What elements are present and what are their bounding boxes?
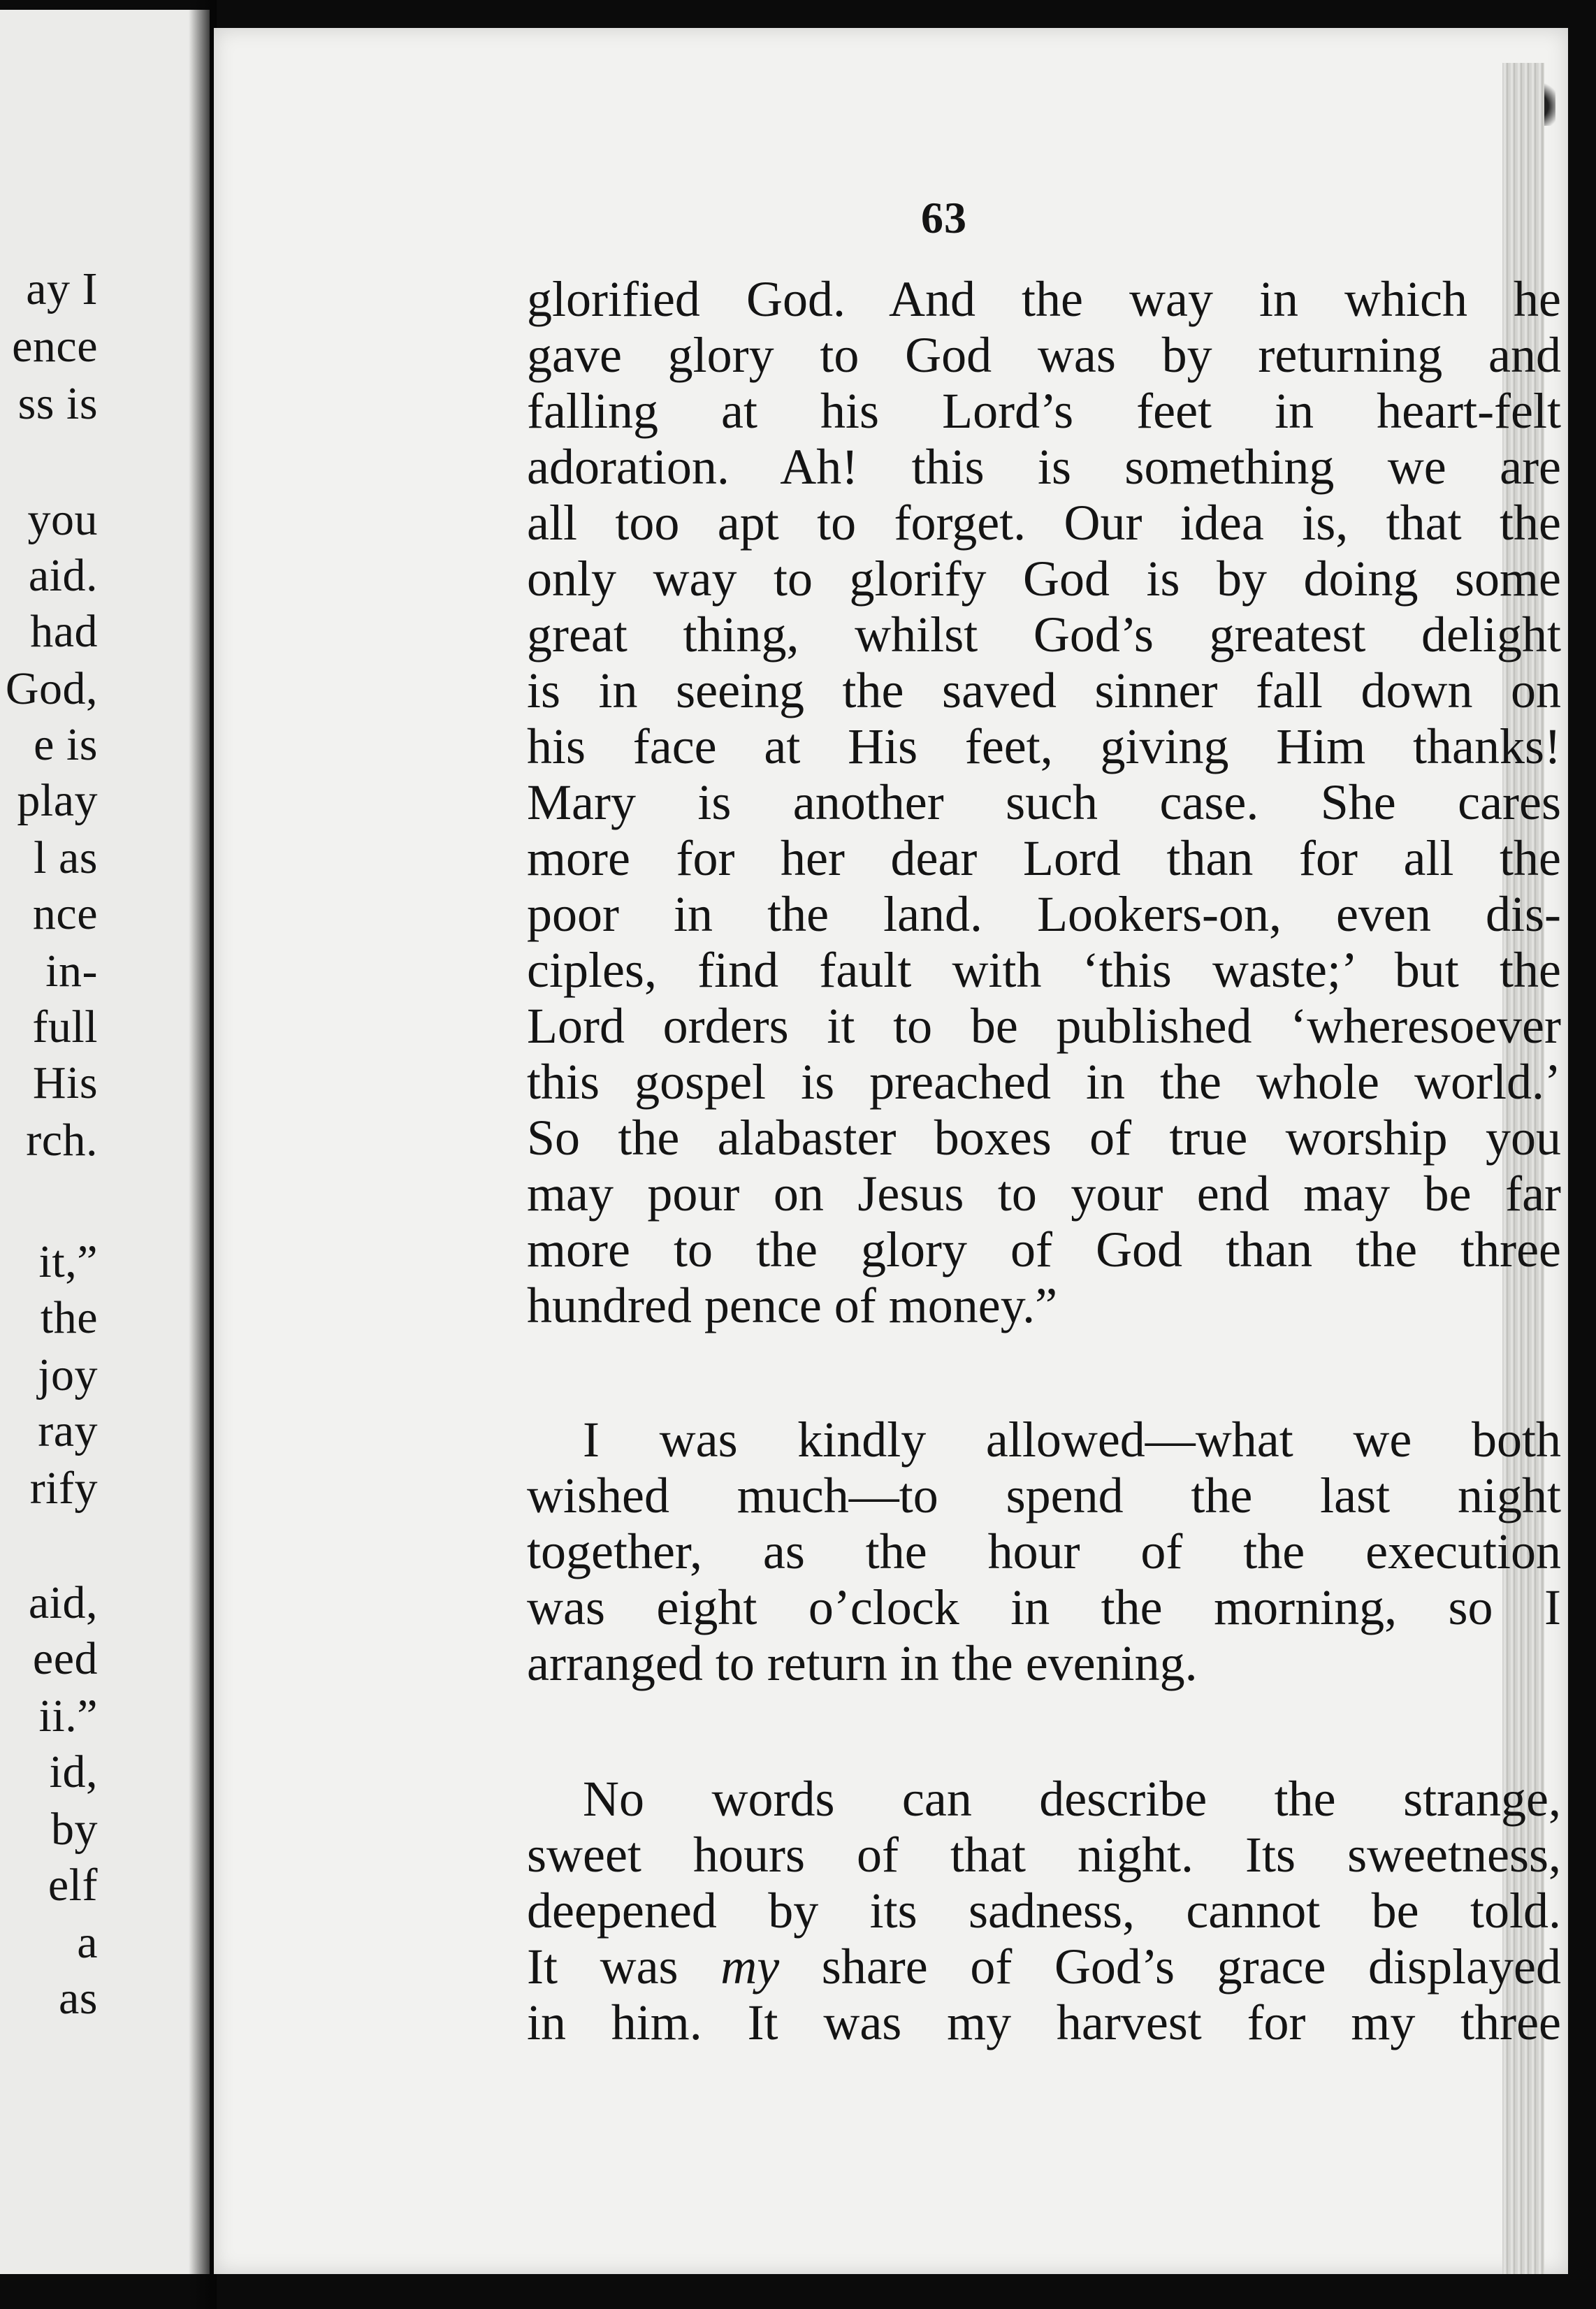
left-page-fragment: nce: [32, 888, 98, 939]
left-page-fragment: l as: [34, 832, 98, 883]
text-line: adoration. Ah! this is something we are: [527, 439, 1561, 495]
text-line: is in seeing the saved sinner fall down on: [527, 663, 1561, 718]
text-line: only way to glorify God is by doing some: [527, 551, 1561, 607]
text-line: wished much—to spend the last night: [527, 1468, 1561, 1523]
left-page-fragment: rch.: [26, 1115, 98, 1166]
left-page-fragment: a: [77, 1917, 98, 1968]
left-page-fragment: had: [30, 606, 98, 657]
text-line: ciples, find fault with ‘this waste;’ but the: [527, 942, 1561, 998]
text-line: falling at his Lord’s feet in heart-felt: [527, 383, 1561, 439]
text-line: this gospel is preached in the whole world.’: [527, 1054, 1561, 1110]
text-line: may pour on Jesus to your end may be far: [527, 1166, 1561, 1222]
paragraph-2: [527, 1412, 1561, 1691]
text-segment: share of God’s grace displayed: [779, 1939, 1562, 1995]
left-page-fragment: His: [32, 1057, 98, 1108]
left-page-fragment: rify: [29, 1463, 98, 1514]
text-line: I was kindly allowed—what we both: [583, 1412, 1561, 1468]
text-line: [527, 1939, 1561, 1995]
left-page-fragment: it,”: [38, 1236, 98, 1287]
left-page-fragment: full: [32, 1001, 98, 1052]
left-page-fragment: ence: [12, 321, 98, 372]
text-line: more to the glory of God than the three: [527, 1222, 1561, 1277]
text-line: Mary is another such case. She cares: [527, 774, 1561, 830]
left-page-fragment: eed: [32, 1633, 98, 1684]
text-line: hundred pence of money.”: [527, 1277, 1058, 1333]
emphasis-text: my: [720, 1939, 780, 1995]
text-line: was eight o’clock in the morning, so I: [527, 1579, 1561, 1635]
left-page-fragment: id,: [49, 1746, 98, 1797]
page-number: 63: [921, 193, 967, 243]
left-page-fragment: e is: [34, 719, 98, 770]
left-page-fragment: ray: [38, 1405, 98, 1456]
text-line: No words can describe the strange,: [583, 1771, 1561, 1827]
text-line: in him. It was my harvest for my three: [527, 1995, 1561, 2050]
book-gutter: [189, 0, 217, 2309]
left-page-fragment: God,: [5, 663, 98, 714]
left-page-fragment: by: [51, 1804, 98, 1855]
paragraph-3: [527, 1771, 1561, 2050]
left-page-fragment: as: [59, 1973, 98, 2024]
left-page-fragment: joy: [38, 1349, 98, 1400]
text-line: sweet hours of that night. Its sweetness,: [527, 1827, 1561, 1883]
left-page-fragment: aid,: [28, 1577, 98, 1628]
text-line: deepened by its sadness, cannot be told.: [527, 1883, 1561, 1939]
left-page-fragment: play: [17, 775, 98, 826]
left-page-fragment: you: [27, 494, 98, 545]
text-line: glorified God. And the way in which he: [527, 271, 1561, 327]
text-line: Lord orders it to be published ‘wheresoever: [527, 998, 1561, 1054]
text-line: arranged to return in the evening.: [527, 1635, 1198, 1691]
text-line: great thing, whilst God’s greatest delight: [527, 607, 1561, 663]
left-page-fragment: the: [40, 1292, 98, 1343]
text-line: his face at His feet, giving Him thanks!: [527, 718, 1561, 774]
left-page-fragment: elf: [48, 1860, 98, 1911]
text-line: more for her dear Lord than for all the: [527, 830, 1561, 886]
left-page-fragment: ss is: [17, 378, 98, 429]
text-line: together, as the hour of the execution: [527, 1523, 1561, 1579]
text-line: poor in the land. Lookers-on, even dis-: [527, 886, 1561, 942]
text-line: So the alabaster boxes of true worship you: [527, 1110, 1561, 1166]
text-line: all too apt to forget. Our idea is, that the: [527, 495, 1561, 551]
left-page: [0, 10, 210, 2274]
left-page-fragment: aid.: [28, 550, 98, 601]
text-segment: It was: [527, 1939, 721, 1995]
paragraph-1: [527, 271, 1561, 1333]
book-page: [214, 28, 1568, 2274]
left-page-fragment: ay I: [26, 263, 98, 314]
left-page-fragment: ii.”: [38, 1691, 98, 1742]
text-line: gave glory to God was by returning and: [527, 327, 1561, 383]
left-page-fragment: in-: [45, 946, 98, 997]
